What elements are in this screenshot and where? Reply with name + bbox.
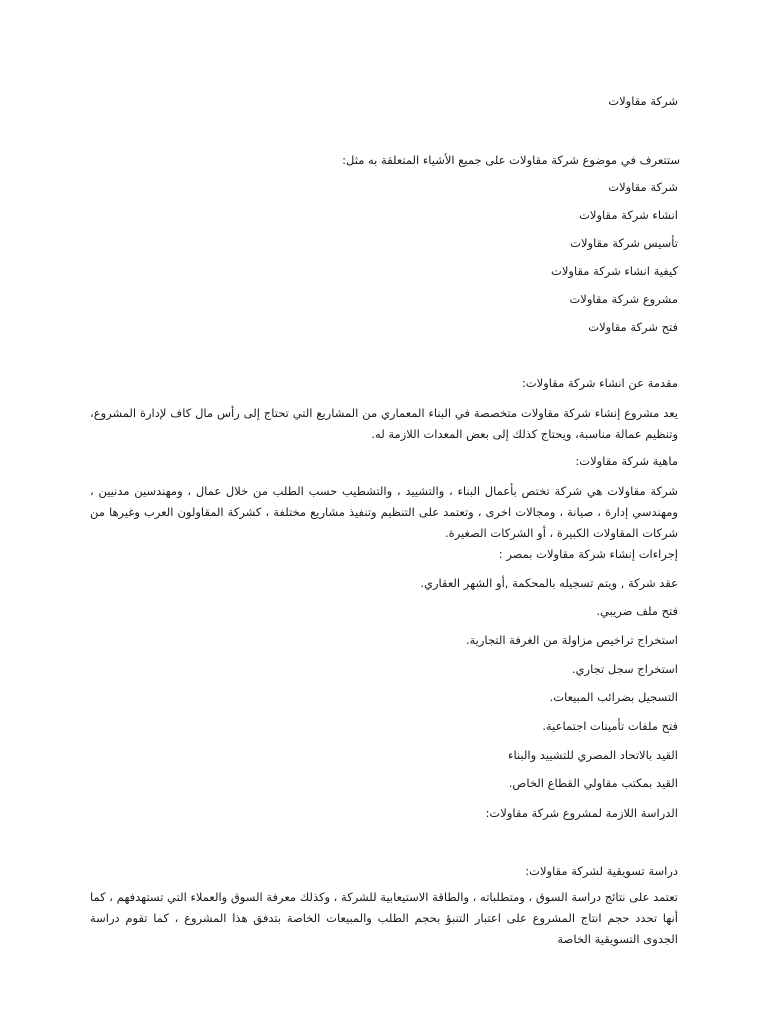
topic-item: شركة مقاولات: [608, 180, 678, 194]
procedure-item: القيد بمكتب مقاولي القطاع الخاص.: [508, 776, 678, 790]
section-heading-marketing: دراسة تسويقية لشركة مقاولات:: [525, 864, 678, 878]
procedure-item: عقد شركة , ويتم تسجيله بالمحكمة ,أو الشهر العقاري.: [420, 576, 678, 590]
procedure-item: القيد بالاتحاد المصري للتشييد والبناء: [508, 748, 678, 762]
topic-item: مشروع شركة مقاولات: [569, 292, 678, 306]
section-body-intro: يعد مشروع إنشاء شركة مقاولات متخصصة في البناء المعماري من المشاريع التي تحتاج إلى رأس مال كاف لإدارة المشروع، وتنظيم عمالة مناسبة، ويحتاج كذلك إلى بعض المعدات اللازمة له.: [90, 406, 678, 441]
section-body-definition: شركة مقاولات هي شركة تختص بأعمال البناء ، والتشييد ، والتشطيب حسب الطلب من خلال عمال ، ومهندسين مدنيين ، ومهندسي إدارة ، صيانة ، ومجالات اخرى ، وتعتمد على التنظيم وتنفيذ مشاريع مختلفة ، كشركة المقاولون العرب وغيرها من شركات المقاولات الكبيرة ، أو الشركات الصغيرة.: [90, 484, 678, 540]
procedure-item: فتح ملفات تأمينات اجتماعية.: [542, 719, 678, 733]
section-heading-intro: مقدمة عن انشاء شركة مقاولات:: [521, 376, 678, 390]
procedure-item: استخراج تراخيص مزاولة من الغرفة التجارية.: [465, 633, 678, 647]
procedure-item: استخراج سجل تجاري.: [571, 662, 678, 676]
section-heading-study: الدراسة اللازمة لمشروع شركة مقاولات:: [485, 806, 678, 820]
intro-text: ستتعرف في موضوع شركة مقاولات على جميع الأشياء المتعلقة به مثل:: [342, 153, 680, 167]
document-title: شركة مقاولات: [608, 94, 678, 108]
procedure-item: فتح ملف ضريبي.: [596, 604, 678, 618]
procedure-item: التسجيل بضرائب المبيعات.: [549, 690, 678, 704]
section-heading-procedures: إجراءات إنشاء شركة مقاولات بمصر :: [498, 547, 678, 561]
topic-item: تأسيس شركة مقاولات: [570, 236, 678, 250]
topic-item: فتح شركة مقاولات: [588, 320, 678, 334]
topic-item: انشاء شركة مقاولات: [579, 208, 678, 222]
section-body-marketing: تعتمد على نتائج دراسة السوق ، ومتطلباته ، والطاقة الاستيعابية للشركة ، وكذلك معرفة السوق والعملاء التي تستهدفهم ، كما أنها تحدد حجم انتاج المشروع على اعتبار التنبؤ بحجم الطلب والمبيعات الخاصة بتدفق هذا المشروع ، كما تقوم دراسة الجدوى التسويقية الخاصة: [90, 890, 678, 946]
section-heading-definition: ماهية شركة مقاولات:: [575, 454, 678, 468]
topic-item: كيفية انشاء شركة مقاولات: [551, 264, 678, 278]
